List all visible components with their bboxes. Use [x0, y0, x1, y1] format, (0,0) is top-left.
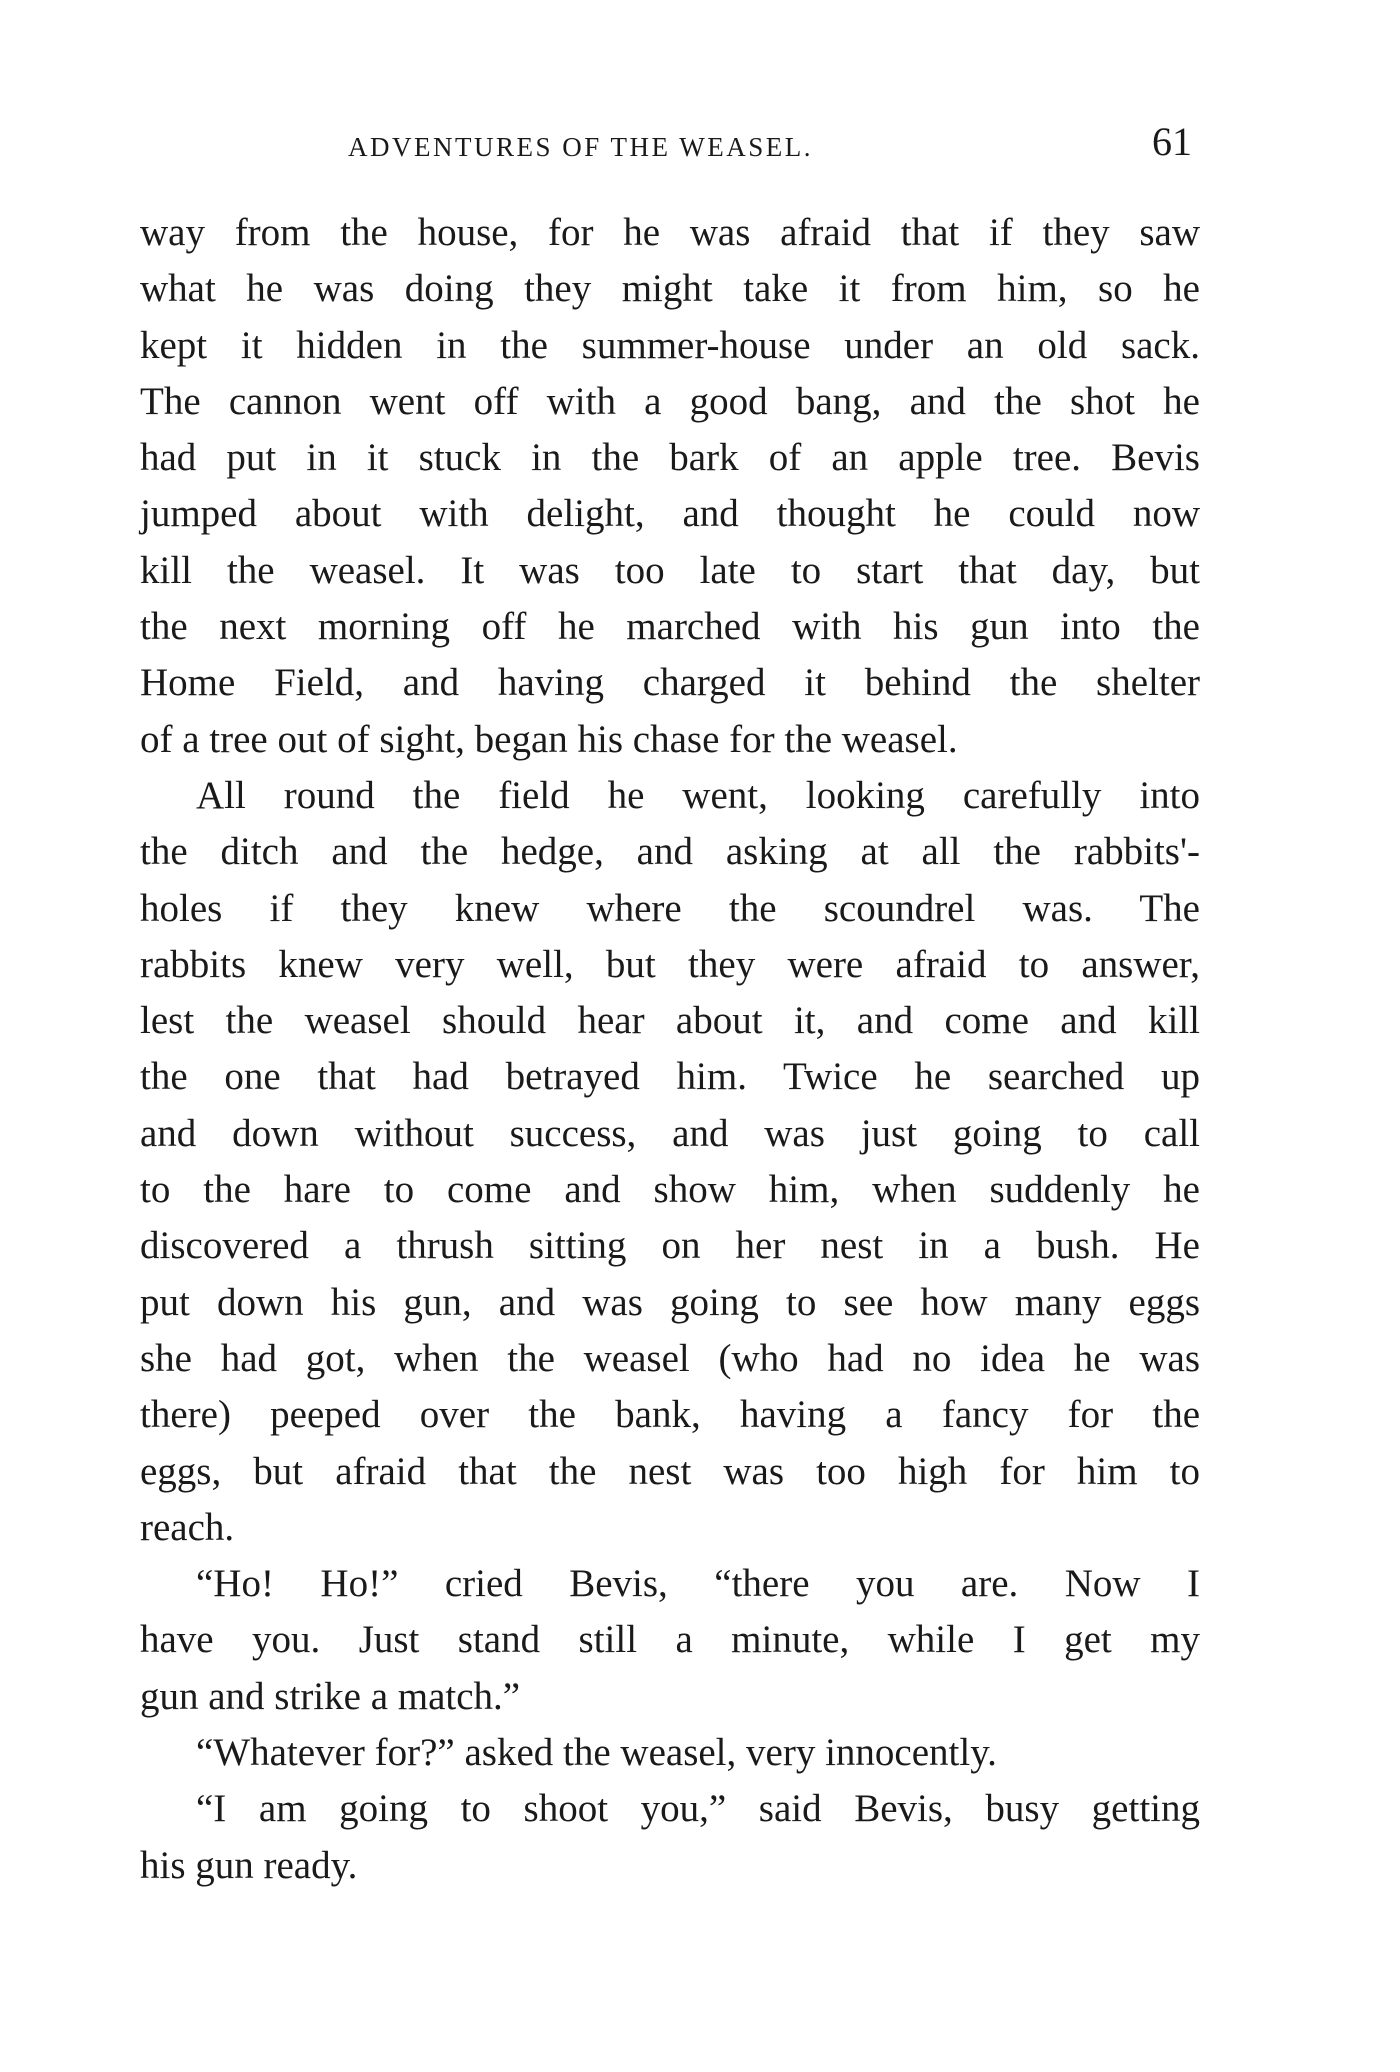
text-line: All round the field he went, looking carefully into [196, 773, 1200, 817]
text-line: rabbits knew very well, but they were afraid to answer, [140, 942, 1200, 986]
text-line: kill the weasel. It was too late to start that day, but [140, 548, 1200, 592]
text-line: she had got, when the weasel (who had no idea he was [140, 1336, 1200, 1380]
text-line: what he was doing they might take it from him, so he [140, 267, 1200, 311]
text-line: holes if they knew where the scoundrel was. The [140, 886, 1200, 930]
text-line: Home Field, and having charged it behind the shelter [140, 661, 1200, 705]
text-line: there) peeped over the bank, having a fancy for the [140, 1393, 1200, 1437]
text-line: the one that had betrayed him. Twice he searched up [140, 1055, 1200, 1099]
running-title: ADVENTURES OF THE WEASEL. [348, 132, 813, 162]
text-line: lest the weasel should hear about it, and come and kill [140, 999, 1200, 1043]
text-line: The cannon went off with a good bang, and the shot he [140, 379, 1200, 423]
text-line: discovered a thrush sitting on her nest in a bush. He [140, 1224, 1200, 1268]
text-line: to the hare to come and show him, when suddenly he [140, 1168, 1200, 1212]
text-line: “Ho! Ho!” cried Bevis, “there you are. Now I [196, 1562, 1200, 1606]
text-line: eggs, but afraid that the nest was too high for him to [140, 1449, 1200, 1493]
page-number: 61 [1152, 119, 1192, 164]
text-line: jumped about with delight, and thought he could now [140, 492, 1200, 536]
page-header [140, 118, 1200, 168]
text-line: put down his gun, and was going to see how many eggs [140, 1280, 1200, 1324]
text-line: the next morning off he marched with his gun into the [140, 605, 1200, 649]
text-line: “I am going to shoot you,” said Bevis, busy getting [196, 1787, 1200, 1831]
body-text [140, 205, 1200, 1894]
text-line: had put in it stuck in the bark of an apple tree. Bevis [140, 436, 1200, 480]
text-line: reach. [140, 1505, 235, 1549]
text-line: the ditch and the hedge, and asking at all the rabbits'- [140, 830, 1200, 874]
text-line: his gun ready. [140, 1843, 358, 1887]
text-line: and down without success, and was just going to call [140, 1111, 1200, 1155]
text-line: of a tree out of sight, began his chase for the weasel. [140, 717, 958, 761]
text-line: way from the house, for he was afraid that if they saw [140, 211, 1200, 254]
text-line: have you. Just stand still a minute, while I get my [140, 1618, 1200, 1662]
text-line: gun and strike a match.” [140, 1674, 521, 1718]
text-line: “Whatever for?” asked the weasel, very innocently. [196, 1731, 997, 1775]
text-line: kept it hidden in the summer-house under an old sack. [140, 323, 1200, 367]
